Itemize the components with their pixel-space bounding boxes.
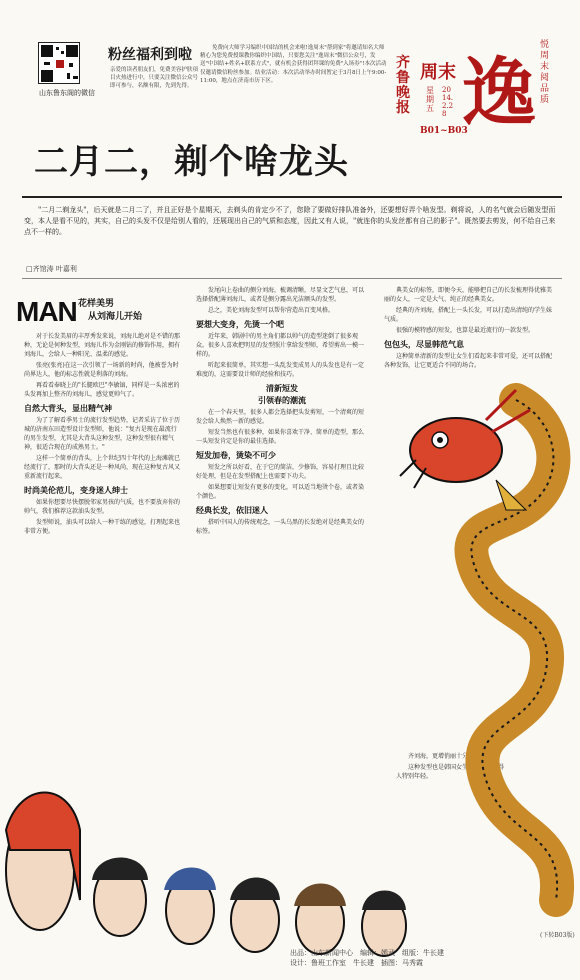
paragraph: 经典的齐刘海，搭配上一头长发，可以打造出清纯的学生妹气质。	[384, 307, 553, 323]
issue-date: 2014.2.28	[442, 86, 454, 118]
paragraph: 短发之所以好看，在于它的简洁，少修饰，容易打理且比较好处理，但是在发型搭配上也需要下功夫。	[196, 464, 365, 480]
article-column-1	[24, 332, 180, 538]
paragraph: 再看看奉晓上的"长腿欧巴"李敏镐，同样是一头浓密的头发再加上整齐的刘海儿，感觉更帅气了。	[24, 382, 180, 398]
qr-label: 山东鲁东阁的微信	[39, 89, 95, 97]
byline: □齐馆涛 叶嘉利	[26, 265, 77, 273]
paragraph: 齐刘海，更增俏丽十分清秀	[408, 753, 481, 760]
subheading: 短发加卷，烫染不可少	[196, 450, 276, 460]
paragraph: 总之，美伦刘海发型可以帮你营造出百变风格。	[208, 307, 335, 314]
qr-code-icon	[38, 42, 80, 84]
paragraph: 短发当然也有很多种，如果你喜欢干净、简单的造型，那么一头短发肯定是你的最佳选择。	[196, 429, 365, 445]
subheading: 经典长发，依旧迷人	[196, 505, 268, 515]
credits-footer	[290, 948, 560, 968]
masthead-char: 逸	[462, 50, 536, 136]
credits-line: 设计：鲁班工作室 牛长建 插图：马秀霞	[290, 959, 423, 967]
faces-illustration	[0, 760, 420, 960]
subheading: 包包头，尽显韩范气息	[384, 339, 464, 349]
subheading: 清新短发	[266, 383, 298, 393]
paragraph: 听起来很简单，其实想一头乱发变成男人的头发也是有一定难度的，这需要设计师的经验和技巧。	[196, 362, 365, 378]
paragraph: 这种简单清新的发型让女生们看起来非常可爱，还可以搭配各种发饰，让它更适合不同的场合。	[384, 353, 553, 369]
paragraph: 典美女的标签，即便今天，能够把自己的长发梳理得优雅美丽的女人，一定是大气、纯正的经典美女。	[384, 287, 553, 303]
paragraph: 在一个春天里，很多人都会选择把头发剪短，一个清爽的短发会给人焕然一新的感觉。	[196, 409, 365, 425]
subheading: 引领春的潮流	[258, 395, 306, 405]
paragraph: 搭听中国人的传统观念，一头乌黑的长发绝对是经典美女的标签。	[196, 519, 365, 535]
page-range: B01~B03	[420, 126, 468, 136]
credits-line: 出品：山东新闻中心 编辑：嫣武 组版：牛长建	[290, 949, 444, 957]
paragraph: 很强的模特感的短发，也算是最近流行的一款发型。	[396, 327, 535, 334]
page-headline: 二月二，剃个啥龙头	[34, 142, 349, 182]
paragraph: 张亮(张亮)在这一次引领了一场新的时尚，他被誉为时尚界达人，他的标志性就是利落的刘海。	[24, 362, 179, 378]
paragraph: 为了了解看季男士的流行发型趋势，记者采访了位于历城的济南东田造型设计发型师，他说："复古是现在最流行的男生发型，尤其是大背头这种发型，这种发型很有精气神，很适合现在的成熟男士。"	[24, 417, 181, 451]
paragraph: 发型师说，油头可以给人一种干练的感觉，打理起来也非常方便。	[24, 519, 181, 535]
paragraph: 如果想要让短发有更多的变化，可以适当地烫个卷，或者染个颜色。	[196, 484, 365, 500]
paragraph: 发尾向上卷曲的侧分刘海，梳调清晰，尽显文艺气息，可以选择搭配薄刘海儿，或者是侧分露出光洁额头的发型。	[196, 287, 365, 303]
man-kicker: 花样美男	[78, 299, 115, 309]
paragraph: 近年来，韩剧中的男主角们都以帅气的造型迷倒了很多观众。很多人喜欢把明星的发型照片拿给发型师，希望剪出一模一样的。	[196, 333, 365, 358]
paragraph: 如果你想要尽快摆脱邻家男孩的气质，也不要放弃你的帅气，我们推荐这款油头发型。	[24, 499, 181, 515]
notice-text: 免费向大师学习编织中国结的机会来啦!逸周末"帮到家"将邀请知名大师精心为您免费授课教你编织中国结，只要您关注"逸周末"微信公众号，发送"中国结+姓名+联系方式"，就有机会获得团拜课的免费"入场券"!本次活动仅邀请微信粉丝参加。结业活动：本次活动举办时间暂定于3月8日上午9:00-11:00，地点在济南市历下区。	[200, 45, 387, 84]
article-column-2	[196, 286, 368, 538]
subheading: 时尚美伦范儿，变身迷人绅士	[24, 485, 128, 495]
man-title: MAN	[16, 296, 77, 327]
paragraph: 这种发型也是韩国女生的最爱，显得人特别年轻。	[396, 764, 505, 780]
dragon-illustration	[396, 380, 580, 920]
subheading: 要想大变身，先烫一个吧	[196, 319, 284, 329]
paragraph: 这样一个简单的背头，上个世纪四十年代的上海滩就已经流行了，那时的大背头还是一种风尚，现在这种复古风又重新流行起来。	[24, 455, 181, 480]
article-column-3	[384, 286, 554, 372]
man-subtitle: 从刘海儿开始	[88, 312, 143, 322]
brand-logo: 齐鲁晚报	[396, 55, 410, 116]
section-title: 周末	[420, 62, 456, 83]
promo-title: 粉丝福利到啦	[108, 47, 192, 63]
divider	[22, 196, 562, 198]
paragraph: 对于长发美眉的丰厚秀发来说，刘海儿绝对是不错的那种，无论是何种发型，刘海儿作为金刚钻的修饰作用，拥有刘海儿，会给人一种阳光、温柔的感觉。	[24, 333, 181, 358]
divider	[22, 278, 562, 279]
promo-body: 亲爱的读者朋友们，免费美容护肤项目火热进行中，只要关注微信公众号即可参与，名额有限，先到先得。	[110, 67, 199, 89]
continuation-note: (下转B03版)	[540, 932, 575, 939]
lead-paragraph: "二月二剃龙头"，后天就是二月二了，并且正好是个星期天，去剃头的肯定少不了，您除了要做好排队准备外，还要想好弄个啥发型。剃将说，人的名气就会后随发型而变，本人是看不见的，其实，自己的头发不仅是给别人看的，还展现出自己的气质和态度，因此又有人说，"就连你的头发丝都有自己的影子"。既然要去剪发，何不给自己来点不一样的。	[24, 206, 556, 236]
issue-weekday: 星期五	[426, 86, 434, 113]
subheading: 自然大背头，显出精气神	[24, 403, 112, 413]
slogan: 悦周末 阅品质	[540, 40, 550, 105]
